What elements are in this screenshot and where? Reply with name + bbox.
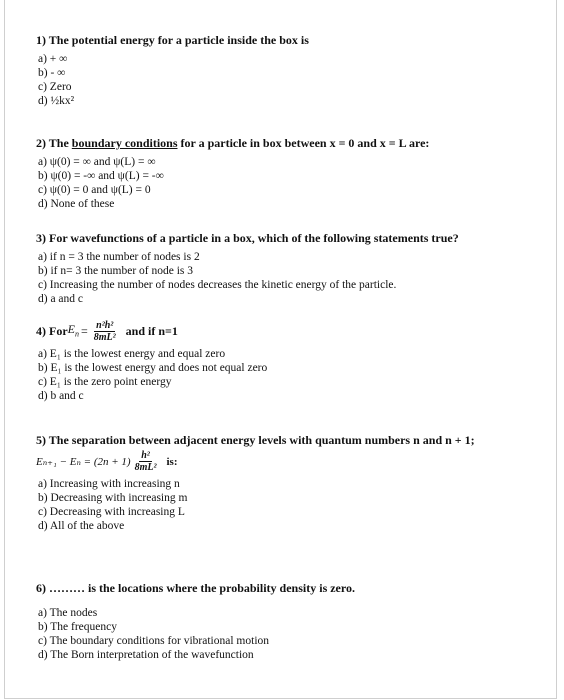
option-a: a) ψ(0) = ∞ and ψ(L) = ∞ [38,156,156,168]
options-list [36,250,546,306]
option-b: b) The frequency [38,621,117,633]
option-d: d) None of these [38,198,115,210]
question-3 [36,231,546,306]
option-c: c) Zero [38,81,72,93]
option-b: b) Decreasing with increasing m [38,492,188,504]
option-d: d) ½kx² [38,95,75,107]
option-c: c) E₁ is the zero point energy [38,376,172,388]
equation-lhs: $E_n$ [67,321,79,339]
question-title: 1) The potential energy for a particle inside the box is [36,33,309,47]
option-b: b) E₁ is the lowest energy and does not equal zero [38,362,268,374]
fraction-numerator: h² [141,450,150,461]
option-d: d) The Born interpretation of the wavefunction [38,649,254,661]
option-a: a) The nodes [38,607,98,619]
fraction-numerator: n²h² [96,320,114,331]
title-prefix: 2) The [36,136,72,150]
equation-suffix: is: [166,455,178,468]
equation-line [36,450,546,473]
option-a: a) E₁ is the lowest energy and equal zero [38,348,226,360]
title-prefix: 4) For [36,324,68,338]
option-c: c) Decreasing with increasing L [38,506,185,518]
fraction-denominator: 8mL² [93,332,116,343]
question-title: 3) For wavefunctions of a particle in a box, which of the following statements true? [36,231,459,245]
fraction-denominator: 8mL² [134,462,157,473]
title-suffix: and if n=1 [125,324,178,338]
option-d: d) b and c [38,390,84,402]
option-b: b) - ∞ [38,67,66,79]
option-b: b) if n= 3 the number of node is 3 [38,265,193,277]
options-list [36,52,546,108]
option-a: a) + ∞ [38,53,68,65]
title-underlined: boundary conditions [71,136,178,150]
question-5 [36,433,546,533]
question-title: 4) For $E_n$ = $\frac{\text{n²h²}}{\text{8mL²}}$ and if n=1 [36,320,178,343]
option-a: a) if n = 3 the number of nodes is 2 [38,251,200,263]
option-b: b) ψ(0) = -∞ and ψ(L) = -∞ [38,170,164,182]
options-list [36,606,546,662]
question-title [36,136,546,151]
equation-text: Eₙ₊₁ − Eₙ = (2n + 1) [36,456,131,468]
option-a: a) Increasing with increasing n [38,478,180,490]
options-list [36,155,546,211]
equation-fraction [133,450,159,473]
question-4 [36,320,546,403]
question-1 [36,33,546,108]
question-2 [36,136,546,211]
title-suffix: for a particle in box between x = 0 and x = L are: [177,136,430,150]
question-6 [36,581,546,662]
option-d: d) All of the above [38,520,125,532]
question-title: 5) The separation between adjacent energy levels with quantum numbers n and n + 1; [36,433,475,447]
option-c: c) Increasing the number of nodes decreases the kinetic energy of the particle. [38,279,397,291]
option-c: c) ψ(0) = 0 and ψ(L) = 0 [38,184,151,196]
equation-fraction [92,320,118,343]
option-c: c) The boundary conditions for vibrational motion [38,635,270,647]
options-list [36,477,546,533]
option-d: d) a and c [38,293,84,305]
question-title: 6) ……… is the locations where the probability density is zero. [36,581,355,595]
options-list [36,347,546,403]
